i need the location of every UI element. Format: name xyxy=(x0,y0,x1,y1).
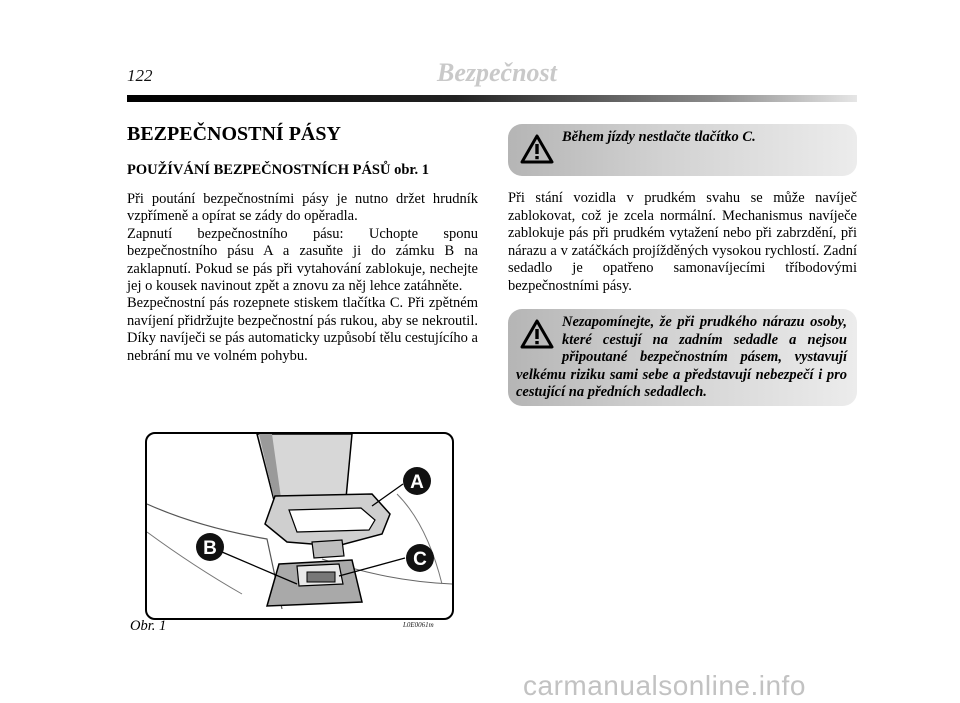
warning-text-1: Během jízdy nestlačte tlačítko C. xyxy=(562,129,756,145)
sub-heading: POUŽÍVÁNÍ BEZPEČNOSTNÍCH PÁSŮ obr. 1 xyxy=(127,162,430,178)
seatbelt-illustration xyxy=(147,434,452,618)
latch-plate-slot xyxy=(289,508,375,532)
latch-tongue xyxy=(312,540,344,558)
left-column xyxy=(127,122,478,365)
right-paragraph: Při stání vozidla v prudkém svahu se může navíječ zablokovat, což je zcela normální. Mechanismus navíječe zablokuje pás při prudkém vytažení nebo při zabrzdění, při nárazu a v zatáčkách projížděných vysokou rychlostí. Zadní sedadlo je opatřeno samonavíjecími tříbodovými bezpečnostními pásy. xyxy=(508,190,857,294)
warning-text-2 xyxy=(516,314,847,402)
warning-text-2-content: Nezapomínejte, že při prudkého nárazu osoby, které cestují na zadním sedadle a nejsou připoutané bezpečnostním pásem, vystavují velkému riziku sami sebe a představují nebezpečí i pro cestující na předních sedadlech. xyxy=(516,314,847,400)
warning-triangle-icon xyxy=(520,134,554,164)
paragraph: Bezpečnostní pás rozepnete stiskem tlačítka C. Při zpětném navíjení přidržujte bezpečnostní pás rukou, aby se nekroutil. Díky navíječi se pás automaticky uzpůsobí tělu cestujícího a nebrání mu ve volném pohybu. xyxy=(127,295,478,364)
figure-caption: Obr. 1 xyxy=(130,618,167,634)
warning-box-1 xyxy=(508,124,857,176)
figure-code: L0E0061m xyxy=(403,621,434,629)
label-c: C xyxy=(413,549,427,570)
figure-seatbelt xyxy=(145,432,454,620)
warning-box-2 xyxy=(508,309,857,406)
release-button-c xyxy=(307,572,335,582)
watermark: carmanualsonline.info xyxy=(523,670,806,701)
main-heading: BEZPEČNOSTNÍ PÁSY xyxy=(127,123,341,145)
seat-outline xyxy=(147,532,242,594)
label-b: B xyxy=(203,538,217,559)
body-text xyxy=(127,191,478,365)
paragraph: Zapnutí bezpečnostního pásu: Uchopte sponu bezpečnostního pásu A a zasuňte ji do zámku B na zaklapnutí. Pokud se pás při vytahování zablokuje, nechejte jej o kousek navinout zpět a znovu za něj lehce zatáhněte. xyxy=(127,225,478,295)
header-rule xyxy=(127,95,857,102)
page-number: 122 xyxy=(127,66,153,85)
paragraph: Při poutání bezpečnostními pásy je nutno držet hrudník vzpřímeně a opírat se zády do opěradla. xyxy=(127,191,478,225)
label-a: A xyxy=(410,472,424,493)
icon-spacer xyxy=(516,314,562,362)
section-title: Bezpečnost xyxy=(437,58,557,87)
